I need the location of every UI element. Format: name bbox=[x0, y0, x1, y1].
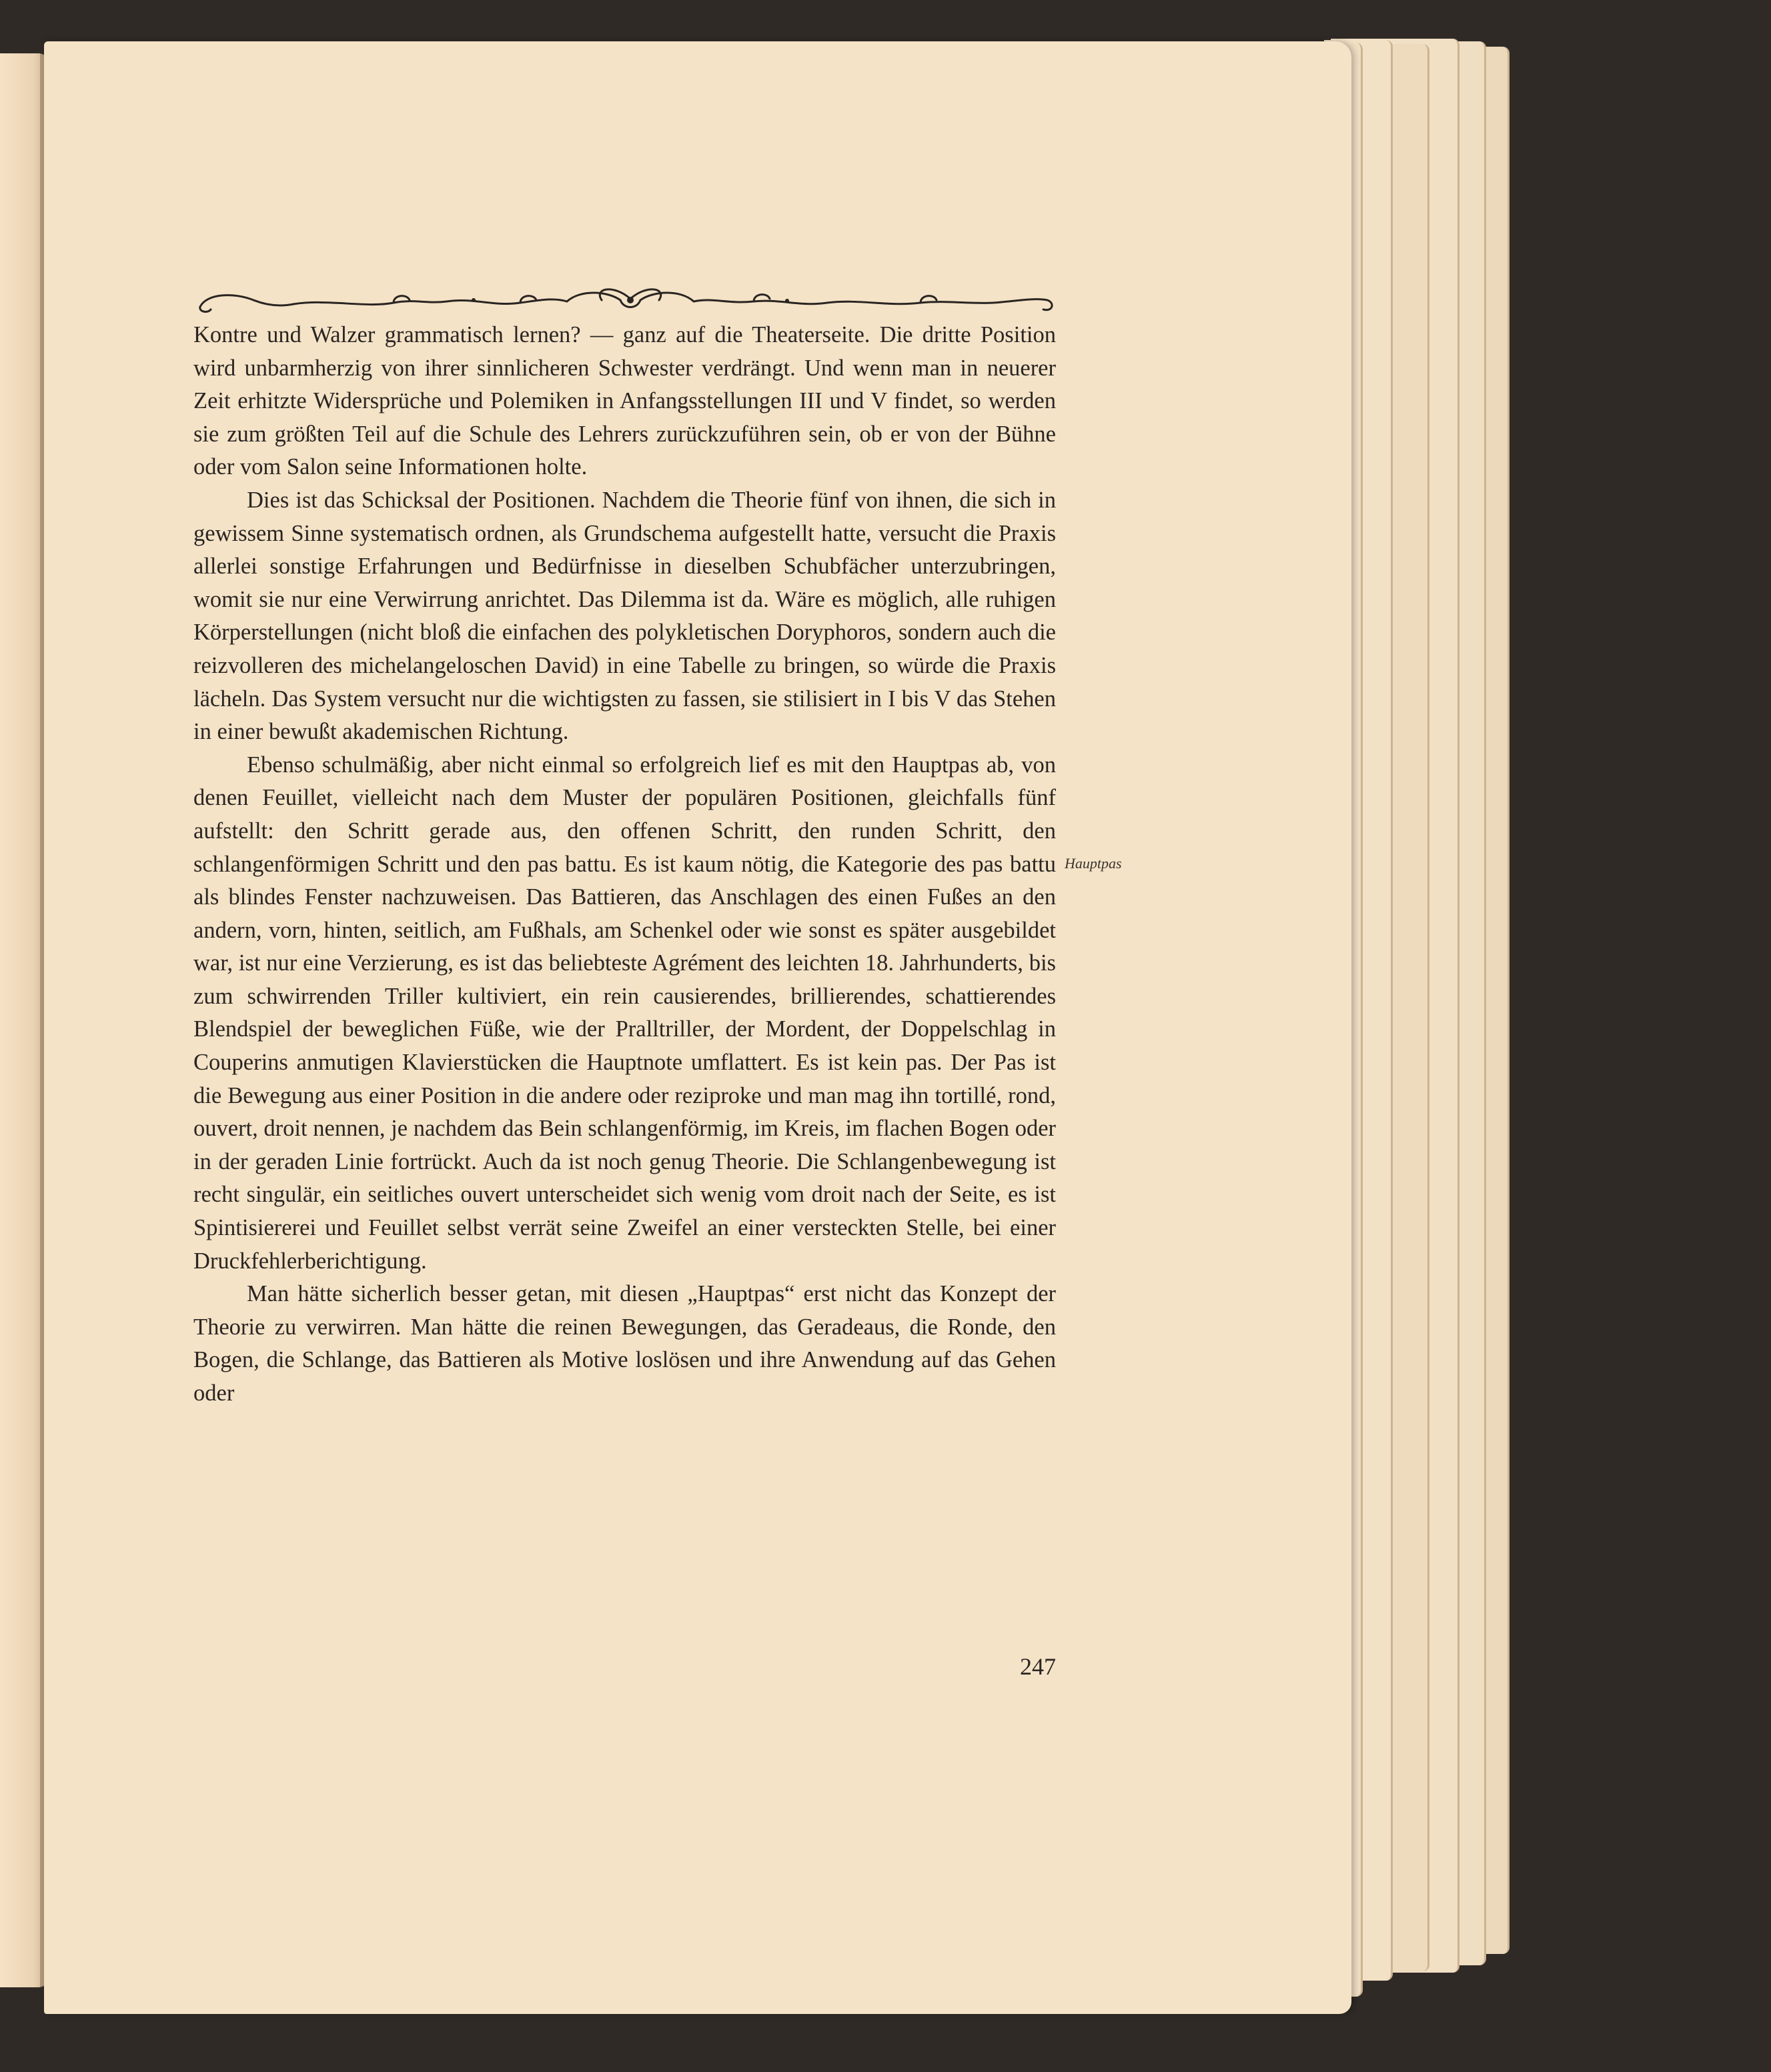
paragraph: Dies ist das Schicksal der Positionen. Nachdem die Theorie fünf von ihnen, die sich in gewissem Sinne systematisch ordnen, als Grundschema aufgestellt hatte, versucht die Praxis allerlei sonstige Erfahrungen und Bedürfnisse in dieselben Schubfächer unterzubringen, womit sie nur eine Verwirrung anrichtet. Das Dilemma ist da. Wäre es möglich, alle ruhigen Körperstellungen (nicht bloß die einfachen des polykletischen Doryphoros, sondern auch die reizvolleren des michelangeloschen David) in eine Tabelle zu bringen, so würde die Praxis lächeln. Das System versucht nur die wichtigsten zu fassen, sie stilisiert in I bis V das Stehen in einer bewußt akademischen Richtung. bbox=[193, 487, 1056, 745]
floral-scroll-ornament-icon bbox=[193, 280, 1057, 317]
paragraph: Kontre und Walzer grammatisch lernen? — ganz auf die Theaterseite. Die dritte Position wird unbarmherzig von ihrer sinnlicheren Schwester verdrängt. Und wenn man in neuerer Zeit erhitzte Widersprüche und Polemiken in Anfangsstellungen III und V findet, so werden sie zum größten Teil auf die Schule des Lehrers zurückzuführen sein, ob er von der Bühne oder vom Salon seine Informationen holte. bbox=[193, 322, 1056, 480]
paragraph: Man hätte sicherlich besser getan, mit diesen „Hauptpas“ erst nicht das Konzept der Theorie zu verwirren. Man hätte die reinen Bewegungen, das Geradeaus, die Ronde, den Bogen, die Schlange, das Battieren als Motive loslösen und ihre Anwendung auf das Gehen oder bbox=[193, 1281, 1056, 1406]
page-number: 247 bbox=[1020, 1653, 1056, 1680]
paragraph: Ebenso schulmäßig, aber nicht einmal so erfolgreich lief es mit den Hauptpas ab, von denen Feuillet, vielleicht nach dem Muster der populären Positionen, gleichfalls fünf aufstellt: den Schritt gerade aus, den offenen Schritt, den runden Schritt, den schlangenförmigen Schritt und den pas battu. Es ist kaum nötig, die Kategorie des pas battu als blindes Fenster nachzuweisen. Das Battieren, das Anschlagen des einen Fußes an den andern, vorn, hinten, seitlich, am Fußhals, am Schenkel oder wie sonst es später ausgebildet war, ist nur eine Verzierung, es ist das beliebteste Agrément des leichten 18. Jahrhunderts, bis zum schwirrenden Triller kultiviert, ein rein causierendes, brillierendes, schattierendes Blendspiel der beweglichen Füße, wie der Pralltriller, der Mordent, der Doppelschlag in Couperins anmutigen Klavierstücken die Hauptnote umflattert. Es ist kein pas. Der Pas ist die Bewegung aus einer Position in die andere oder reziproke und man mag ihn tortillé, rond, ouvert, droit nennen, je nachdem das Bein schlangenförmig, im Kreis, im flachen Bogen oder in der geraden Linie fortrückt. Auch da ist noch genug Theorie. Die Schlangenbewegung ist recht singulär, ein seitliches ouvert unterscheidet sich wenig vom droit nach der Seite, es ist Spintisiererei und Feuillet selbst verrät seine Zweifel an einer versteckten Stelle, bei einer Druckfehlerberichtigung. bbox=[193, 752, 1056, 1274]
body-text bbox=[193, 319, 1056, 1410]
margin-note: Hauptpas bbox=[1065, 855, 1122, 872]
